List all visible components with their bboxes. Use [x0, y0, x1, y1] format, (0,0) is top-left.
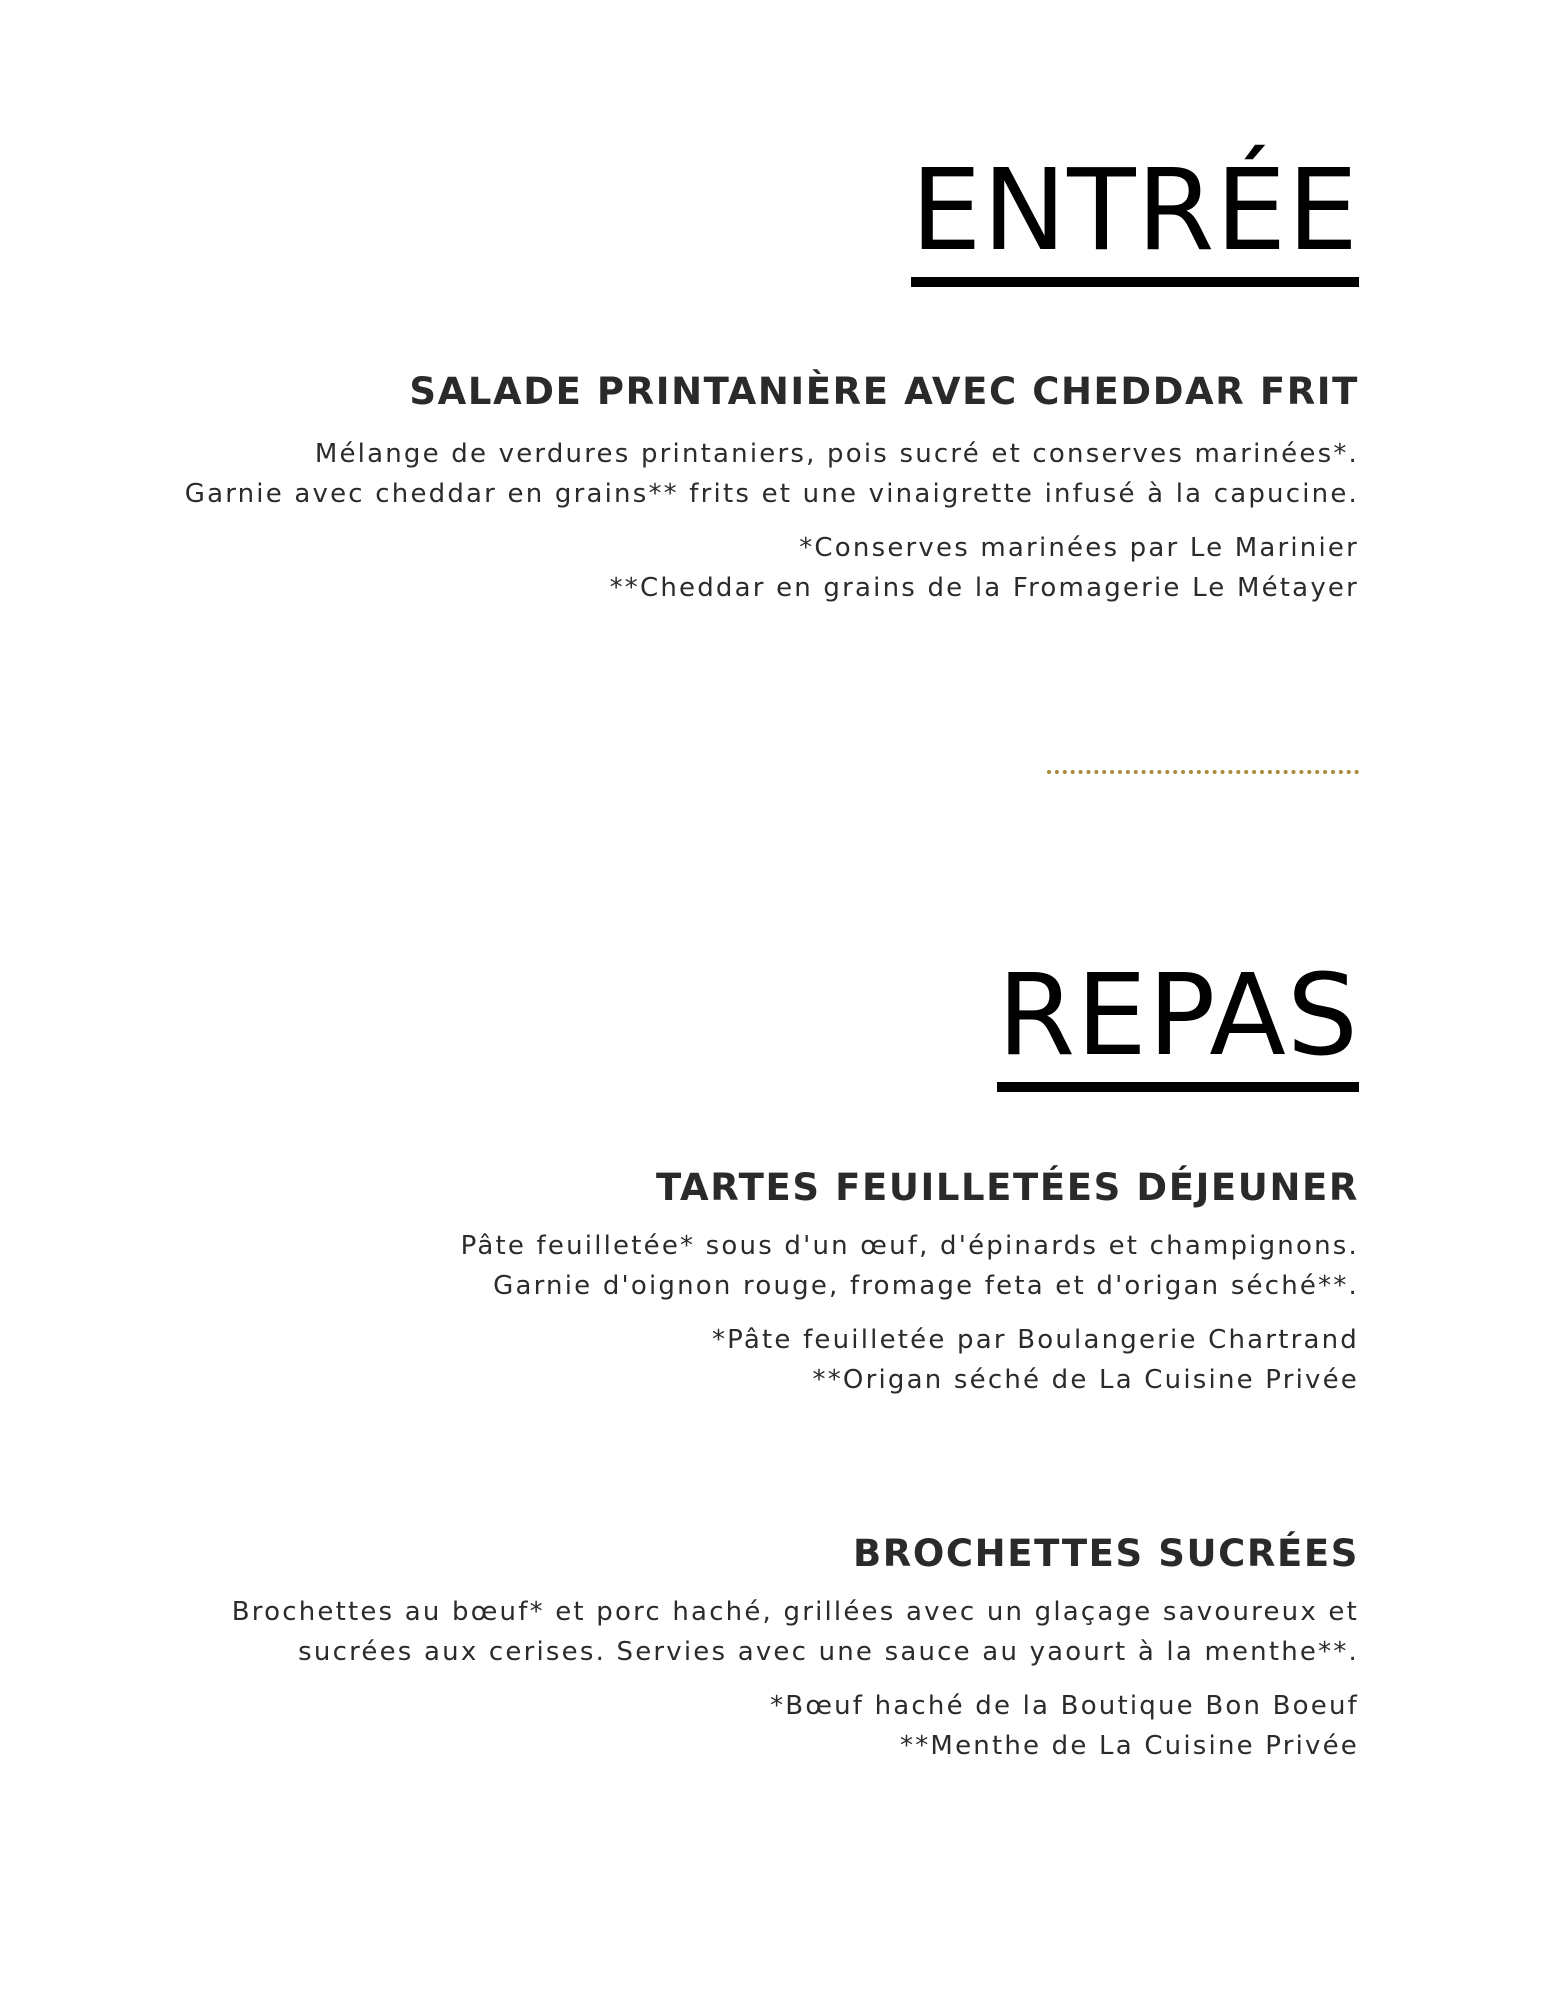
description-line: Garnie avec cheddar en grains** frits et une vinaigrette infusé à la capucine.: [184, 479, 1359, 509]
entree-section: [910, 146, 1359, 287]
dish-title: TARTES FEUILLETÉES DÉJEUNER: [656, 1166, 1359, 1209]
repas-title: REPAS: [997, 960, 1359, 1092]
dish-salade-description: [185, 434, 1359, 514]
entree-title: ENTRÉE: [911, 155, 1359, 287]
supplier-note: **Menthe de La Cuisine Privée: [900, 1731, 1359, 1761]
dish-title: BROCHETTES SUCRÉES: [852, 1532, 1359, 1575]
supplier-note: **Cheddar en grains de la Fromagerie Le Métayer: [609, 573, 1359, 603]
dish-brochettes: [853, 1532, 1359, 1575]
description-line: sucrées aux cerises. Servies avec une sauce au yaourt à la menthe**.: [298, 1637, 1359, 1667]
dish-salade: [409, 370, 1359, 413]
dish-tartes: [656, 1166, 1359, 1209]
supplier-note: *Pâte feuilletée par Boulangerie Chartrand: [711, 1325, 1359, 1355]
supplier-note: *Bœuf haché de la Boutique Bon Boeuf: [770, 1691, 1359, 1721]
dish-tartes-description: [461, 1226, 1359, 1306]
repas-section: [997, 951, 1359, 1092]
dish-salade-notes: [610, 528, 1359, 608]
dish-tartes-notes: [712, 1320, 1359, 1400]
supplier-note: *Conserves marinées par Le Marinier: [799, 533, 1359, 563]
dish-brochettes-notes: [770, 1686, 1359, 1766]
description-line: Pâte feuilletée* sous d'un œuf, d'épinards et champignons.: [460, 1231, 1359, 1261]
description-line: Mélange de verdures printaniers, pois sucré et conserves marinées*.: [314, 439, 1359, 469]
section-divider: [1047, 770, 1359, 774]
dish-brochettes-description: [232, 1592, 1359, 1672]
supplier-note: **Origan séché de La Cuisine Privée: [812, 1365, 1359, 1395]
description-line: Garnie d'oignon rouge, fromage feta et d'origan séché**.: [493, 1271, 1359, 1301]
dish-title: SALADE PRINTANIÈRE AVEC CHEDDAR FRIT: [409, 370, 1359, 413]
description-line: Brochettes au bœuf* et porc haché, grillées avec un glaçage savoureux et: [231, 1597, 1359, 1627]
